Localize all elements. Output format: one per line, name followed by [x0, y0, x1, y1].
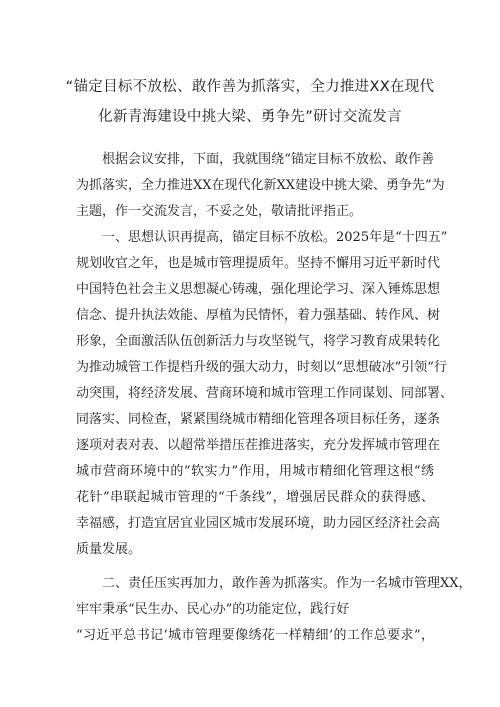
text-line: 同落实、同检查，紧紧围绕城市精细化管理各项目标任务，逐条 — [76, 412, 441, 427]
text-line: 花针”串联起城市管理的“千条线”，增强居民群众的获得感、 — [76, 490, 434, 505]
text-line: 主题，作一交流发言，不妥之处，敬请批评指正。 — [76, 204, 363, 219]
text-line: 规划收官之年，也是城市管理提质年。坚持不懈用习近平新时代 — [76, 256, 441, 271]
document-body — [76, 147, 472, 649]
paragraph-section-1 — [76, 225, 454, 563]
paragraph-section-2 — [76, 571, 472, 649]
text-line: 信念、提升执法效能、厚植为民情怀，着力强基础、转作风、树 — [76, 308, 441, 323]
text-line: 一、思想认识再提高，锚定目标不放松。2025年是“十四五” — [102, 230, 448, 245]
text-line: 幸福感，打造宜居宜业园区城市发展环境，助力园区经济社会高 — [76, 516, 441, 531]
text-line: 动突围，将经济发展、营商环境和城市管理工作同谋划、同部署、 — [76, 386, 454, 401]
text-line: 牢牢秉承“民生办、民心办”的功能定位，践行好 — [76, 602, 350, 617]
text-line: 二、责任压实再加力，敢作善为抓落实。作为一名城市管理XX， — [102, 576, 472, 591]
text-line: 中国特色社会主义思想凝心铸魂，强化理论学习、深入锤炼思想 — [76, 282, 441, 297]
text-line: 逐项对表对表、以超常举措压茬推进落实，充分发挥城市管理在 — [76, 438, 441, 453]
paragraph-gap — [76, 563, 434, 571]
text-line: 形象，全面激活队伍创新活力与攻坚锐气，将学习教育成果转化 — [76, 334, 441, 349]
document-title — [60, 72, 440, 132]
text-line: 根据会议安排，下面，我就围绕“锚定目标不放松、敢作善 — [102, 152, 434, 167]
title-line-2: 化新青海建设中挑大梁、勇争先”研讨交流发言 — [98, 109, 402, 125]
text-line: 为抓落实，全力推进XX在现代化新XX建设中挑大梁、勇争先”为 — [76, 178, 445, 193]
text-line: 质量发展。 — [76, 542, 142, 557]
paragraph-intro — [76, 147, 445, 225]
text-line: “习近平总书记‘城市管理要像绣花一样精细’的工作总要求”， — [76, 628, 434, 643]
title-line-1: “锚定目标不放松、敢作善为抓落实，全力推进XX在现代 — [65, 79, 435, 95]
text-line: 城市营商环境中的“软实力”作用，用城市精细化管理这根“绣 — [76, 464, 434, 479]
text-line: 为推动城管工作提档升级的强大动力，时刻以“思想破冰”引领“行 — [76, 360, 447, 375]
